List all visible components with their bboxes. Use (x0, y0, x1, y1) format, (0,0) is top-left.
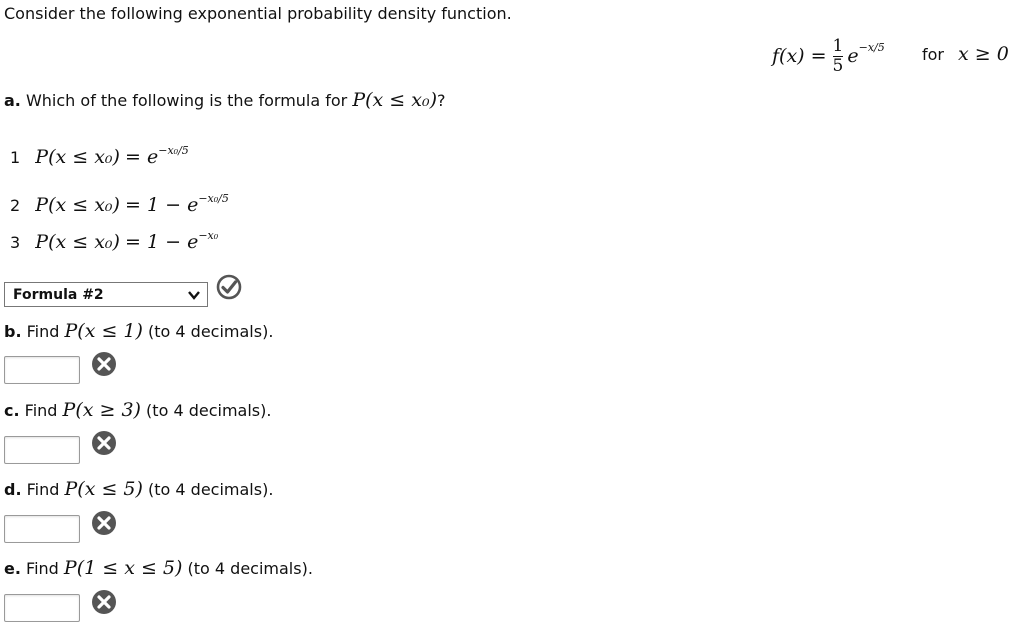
option-3-num: 3 (10, 233, 21, 252)
part-c-answer-input[interactable] (4, 436, 80, 464)
option-3 (10, 231, 218, 253)
option-2-num: 2 (10, 196, 21, 215)
part-e-letter: e. (4, 559, 21, 578)
pdf-exp-base: e (847, 45, 859, 67)
part-e-pre: Find (26, 559, 59, 578)
pdf-frac-num: 1 (832, 35, 844, 56)
part-e-math: P(1 ≤ x ≤ 5) (63, 557, 183, 579)
intro-text: Consider the following exponential probability density function. (4, 4, 512, 23)
part-c-pre: Find (24, 401, 58, 420)
cross-icon (91, 510, 117, 536)
option-1-rhs: = e (125, 146, 159, 168)
pdf-exp-sup: −x/5 (858, 40, 885, 54)
part-e-question (4, 557, 313, 579)
option-1 (10, 146, 189, 168)
option-3-lhs: P(x ≤ x₀) (35, 231, 120, 253)
option-2-lhs: P(x ≤ x₀) (35, 194, 120, 216)
part-b-question (4, 320, 273, 342)
part-c-math: P(x ≥ 3) (62, 399, 141, 421)
option-2 (10, 194, 229, 216)
option-3-sup: −x₀ (198, 229, 219, 242)
pdf-formula (772, 34, 885, 78)
part-e-answer-input[interactable] (4, 594, 80, 622)
option-1-lhs: P(x ≤ x₀) (35, 146, 120, 168)
part-a-text: Which of the following is the formula for (25, 91, 348, 110)
formula-select[interactable] (4, 282, 208, 307)
part-b-letter: b. (4, 322, 22, 341)
option-2-sup: −x₀/5 (198, 192, 229, 205)
part-b-math: P(x ≤ 1) (64, 320, 143, 342)
part-b-answer-input[interactable] (4, 356, 80, 384)
part-d-letter: d. (4, 480, 22, 499)
part-c-question (4, 399, 271, 421)
pdf-domain-word: for (922, 45, 944, 64)
option-2-rhs: = 1 − e (125, 194, 199, 216)
part-a-letter: a. (4, 91, 21, 110)
cross-icon (91, 430, 117, 456)
cross-icon (91, 589, 117, 615)
chevron-down-icon (187, 288, 201, 302)
part-e-post: (to 4 decimals). (187, 559, 313, 578)
pdf-frac-den: 5 (832, 55, 844, 76)
part-c-post: (to 4 decimals). (146, 401, 272, 420)
part-a-question (4, 89, 446, 111)
part-d-post: (to 4 decimals). (148, 480, 274, 499)
part-d-math: P(x ≤ 5) (64, 478, 143, 500)
option-1-num: 1 (10, 148, 21, 167)
cross-icon (91, 351, 117, 377)
formula-select-value: Formula #2 (13, 287, 104, 303)
part-d-question (4, 478, 273, 500)
part-b-post: (to 4 decimals). (148, 322, 274, 341)
part-c-letter: c. (4, 401, 20, 420)
check-icon (216, 274, 242, 300)
part-d-pre: Find (26, 480, 60, 499)
part-a-post: ? (437, 91, 446, 110)
option-1-sup: −x₀/5 (158, 144, 189, 157)
option-3-rhs: = 1 − e (125, 231, 199, 253)
pdf-lhs: f(x) = (772, 45, 827, 67)
part-b-pre: Find (26, 322, 60, 341)
pdf-fraction (832, 35, 844, 76)
pdf-domain-cond: x ≥ 0 (958, 43, 1009, 65)
part-a-math: P(x ≤ x₀) (352, 89, 438, 111)
part-d-answer-input[interactable] (4, 515, 80, 543)
